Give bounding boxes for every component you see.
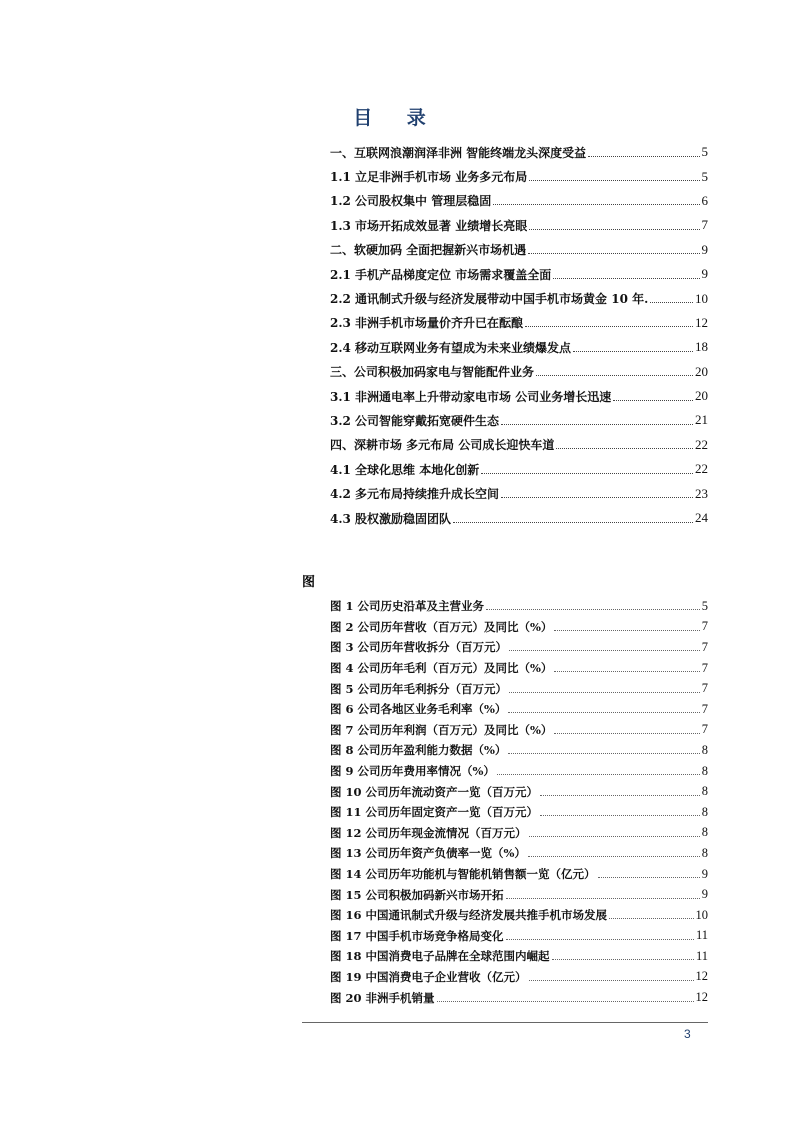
dot-leader	[509, 639, 700, 651]
toc-entry[interactable]	[330, 433, 708, 457]
figure-entry-label: 图 15 公司积极加码新兴市场开拓	[330, 887, 504, 902]
figure-entry-label: 图 14 公司历年功能机与智能机销售额一览（亿元）	[330, 867, 596, 882]
toc-entry-page: 22	[695, 436, 708, 452]
figure-entry-page: 7	[701, 701, 708, 716]
dot-leader	[609, 907, 693, 919]
dot-leader	[529, 969, 694, 981]
dot-leader	[508, 742, 699, 754]
dot-leader	[552, 948, 694, 960]
figure-entry-page: 7	[701, 722, 708, 737]
figure-entry-page: 10	[695, 907, 708, 922]
figure-entry-label: 图 6 公司各地区业务毛利率（%）	[330, 702, 507, 717]
figure-entry-label: 图 8 公司历年盈利能力数据（%）	[330, 743, 507, 758]
dot-leader	[437, 990, 694, 1002]
toc-entry-page: 5	[701, 168, 708, 184]
figure-entry[interactable]	[330, 884, 708, 905]
toc-entry-page: 24	[695, 510, 708, 526]
figure-entry[interactable]	[330, 926, 708, 947]
dot-leader	[501, 412, 693, 425]
dot-leader	[497, 763, 700, 775]
dot-leader	[554, 660, 699, 672]
toc-entry[interactable]	[330, 481, 708, 505]
toc-entry[interactable]	[330, 262, 708, 286]
figure-entry-label: 图 18 中国消费电子品牌在全球范围内崛起	[330, 949, 550, 964]
toc-entry-page: 18	[695, 339, 708, 355]
dot-leader	[506, 928, 694, 940]
toc-entry[interactable]	[330, 384, 708, 408]
toc-title: 目 录	[353, 107, 440, 129]
figure-entry-page: 7	[701, 660, 708, 675]
figure-entry-page: 12	[695, 990, 708, 1005]
toc-entry-page: 22	[695, 461, 708, 477]
dot-leader	[529, 825, 700, 837]
figure-entry[interactable]	[330, 843, 708, 864]
toc-entry-page: 9	[701, 241, 708, 257]
figure-entry-page: 7	[701, 619, 708, 634]
toc-entry[interactable]	[330, 286, 708, 310]
figure-entry-label: 图 10 公司历年流动资产一览（百万元）	[330, 784, 539, 799]
toc-entry-label: 3.2 公司智能穿戴拓宽硬件生态	[330, 413, 500, 428]
figure-entry[interactable]	[330, 740, 708, 761]
toc-entry[interactable]	[330, 408, 708, 432]
figure-entry-label: 图 13 公司历年资产负债率一览（%）	[330, 846, 526, 861]
toc-entry[interactable]	[330, 213, 708, 237]
figure-entry-label: 图 16 中国通讯制式升级与经济发展共推手机市场发展	[330, 908, 608, 923]
figure-entry-page: 8	[701, 804, 708, 819]
toc-entry-page: 9	[701, 266, 708, 282]
toc-entry-label: 4.1 全球化思维 本地化创新	[330, 462, 480, 477]
toc-entry-page: 12	[695, 314, 708, 330]
list-of-figures	[330, 596, 708, 1008]
toc-entry-label: 三、公司积极加码家电与智能配件业务	[330, 365, 535, 380]
figure-entry-page: 12	[695, 969, 708, 984]
figure-entry[interactable]	[330, 720, 708, 741]
toc-entry-page: 20	[695, 363, 708, 379]
toc-entry-page: 20	[695, 388, 708, 404]
dot-leader	[536, 363, 693, 376]
toc-entry-label: 1.2 公司股权集中 管理层稳固	[330, 194, 492, 209]
figure-entry[interactable]	[330, 967, 708, 988]
dot-leader	[525, 314, 693, 327]
dot-leader	[529, 217, 699, 230]
figure-entry-page: 9	[701, 887, 708, 902]
page-number: 3	[684, 1027, 691, 1041]
dot-leader	[540, 804, 700, 816]
toc-entry[interactable]	[330, 457, 708, 481]
toc-entry-label: 1.1 立足非洲手机市场 业务多元布局	[330, 170, 528, 185]
toc-entry[interactable]	[330, 140, 708, 164]
figure-entry[interactable]	[330, 699, 708, 720]
figures-heading: 图	[302, 575, 316, 590]
toc-entry-label: 4.3 股权激励稳固团队	[330, 511, 452, 526]
figure-entry-label: 图 2 公司历年营收（百万元）及同比（%）	[330, 619, 553, 634]
toc-entry-page: 21	[695, 412, 708, 428]
figure-entry[interactable]	[330, 905, 708, 926]
figure-entry-page: 5	[701, 598, 708, 613]
figure-entry-label: 图 1 公司历史沿革及主营业务	[330, 599, 485, 614]
toc-entry[interactable]	[330, 360, 708, 384]
dot-leader	[540, 784, 700, 796]
toc-entry-label: 2.1 手机产品梯度定位 市场需求覆盖全面	[330, 267, 552, 282]
toc-entry-label: 4.2 多元布局持续推升成长空间	[330, 487, 500, 502]
dot-leader	[501, 485, 693, 498]
dot-leader	[554, 619, 699, 631]
dot-leader	[650, 290, 693, 303]
toc-entry-page: 7	[701, 217, 708, 233]
figure-entry-page: 8	[701, 825, 708, 840]
toc-entry-label: 2.2 通讯制式升级与经济发展带动中国手机市场黄金 10 年.	[330, 292, 649, 307]
dot-leader	[529, 168, 699, 181]
figure-entry[interactable]	[330, 781, 708, 802]
dot-leader	[573, 339, 693, 352]
toc-entry-label: 2.4 移动互联网业务有望成为未来业绩爆发点	[330, 340, 572, 355]
dot-leader	[528, 845, 700, 857]
figure-entry[interactable]	[330, 946, 708, 967]
figure-entry[interactable]	[330, 864, 708, 885]
figure-entry-label: 图 17 中国手机市场竞争格局变化	[330, 928, 504, 943]
figure-entry[interactable]	[330, 761, 708, 782]
toc-entry-page: 23	[695, 485, 708, 501]
figure-entry-page: 7	[701, 681, 708, 696]
toc-entry-label: 2.3 非洲手机市场量价齐升已在酝酿	[330, 316, 524, 331]
figure-entry-label: 图 7 公司历年利润（百万元）及同比（%）	[330, 722, 553, 737]
figure-entry-label: 图 12 公司历年现金流情况（百万元）	[330, 825, 527, 840]
figure-entry[interactable]	[330, 823, 708, 844]
figure-entry-label: 图 20 非洲手机销量	[330, 990, 435, 1005]
figure-entry[interactable]	[330, 987, 708, 1008]
dot-leader	[486, 598, 700, 610]
figure-entry-label: 图 19 中国消费电子企业营收（亿元）	[330, 969, 527, 984]
dot-leader	[493, 192, 699, 205]
figure-entry-label: 图 3 公司历年营收拆分（百万元）	[330, 640, 508, 655]
dot-leader	[588, 144, 699, 157]
figure-entry[interactable]	[330, 658, 708, 679]
toc-entry-label: 1.3 市场开拓成效显著 业绩增长亮眼	[330, 218, 528, 233]
figure-entry-label: 图 9 公司历年费用率情况（%）	[330, 764, 495, 779]
figure-entry-page: 8	[701, 845, 708, 860]
toc-entry-page: 5	[701, 144, 708, 160]
toc-entry[interactable]	[330, 506, 708, 530]
figure-entry-page: 8	[701, 763, 708, 778]
toc-entry[interactable]	[330, 335, 708, 359]
figure-entry[interactable]	[330, 802, 708, 823]
dot-leader	[613, 388, 693, 401]
figure-entry[interactable]	[330, 617, 708, 638]
dot-leader	[453, 510, 693, 523]
toc-entry[interactable]	[330, 311, 708, 335]
figure-entry-page: 11	[695, 928, 708, 943]
figure-entry-page: 9	[701, 866, 708, 881]
dot-leader	[598, 866, 700, 878]
dot-leader	[553, 266, 699, 279]
table-of-contents	[330, 140, 708, 530]
figure-entry-label: 图 11 公司历年固定资产一览（百万元）	[330, 805, 539, 820]
figure-entry[interactable]	[330, 596, 708, 617]
toc-entry[interactable]	[330, 238, 708, 262]
dot-leader	[481, 461, 693, 474]
dot-leader	[554, 722, 699, 734]
figure-entry-page: 7	[701, 639, 708, 654]
figure-entry-page: 8	[701, 742, 708, 757]
figure-entry-label: 图 4 公司历年毛利（百万元）及同比（%）	[330, 661, 553, 676]
toc-entry-label: 3.1 非洲通电率上升带动家电市场 公司业务增长迅速	[330, 389, 612, 404]
figure-entry[interactable]	[330, 637, 708, 658]
toc-entry-page: 10	[695, 290, 708, 306]
figure-entry-page: 8	[701, 784, 708, 799]
footer-rule	[302, 1022, 708, 1023]
figure-entry-page: 11	[695, 948, 708, 963]
toc-entry[interactable]	[330, 164, 708, 188]
toc-entry[interactable]	[330, 189, 708, 213]
toc-entry-page: 6	[701, 192, 708, 208]
toc-entry-label: 一、互联网浪潮润泽非洲 智能终端龙头深度受益	[330, 145, 587, 160]
toc-entry-label: 四、深耕市场 多元布局 公司成长迎快车道	[330, 438, 555, 453]
figure-entry[interactable]	[330, 678, 708, 699]
dot-leader	[528, 241, 699, 254]
dot-leader	[508, 701, 699, 713]
figure-entry-label: 图 5 公司历年毛利拆分（百万元）	[330, 681, 508, 696]
toc-entry-label: 二、软硬加码 全面把握新兴市场机遇	[330, 243, 527, 258]
dot-leader	[506, 887, 700, 899]
dot-leader	[556, 436, 693, 449]
dot-leader	[509, 681, 700, 693]
